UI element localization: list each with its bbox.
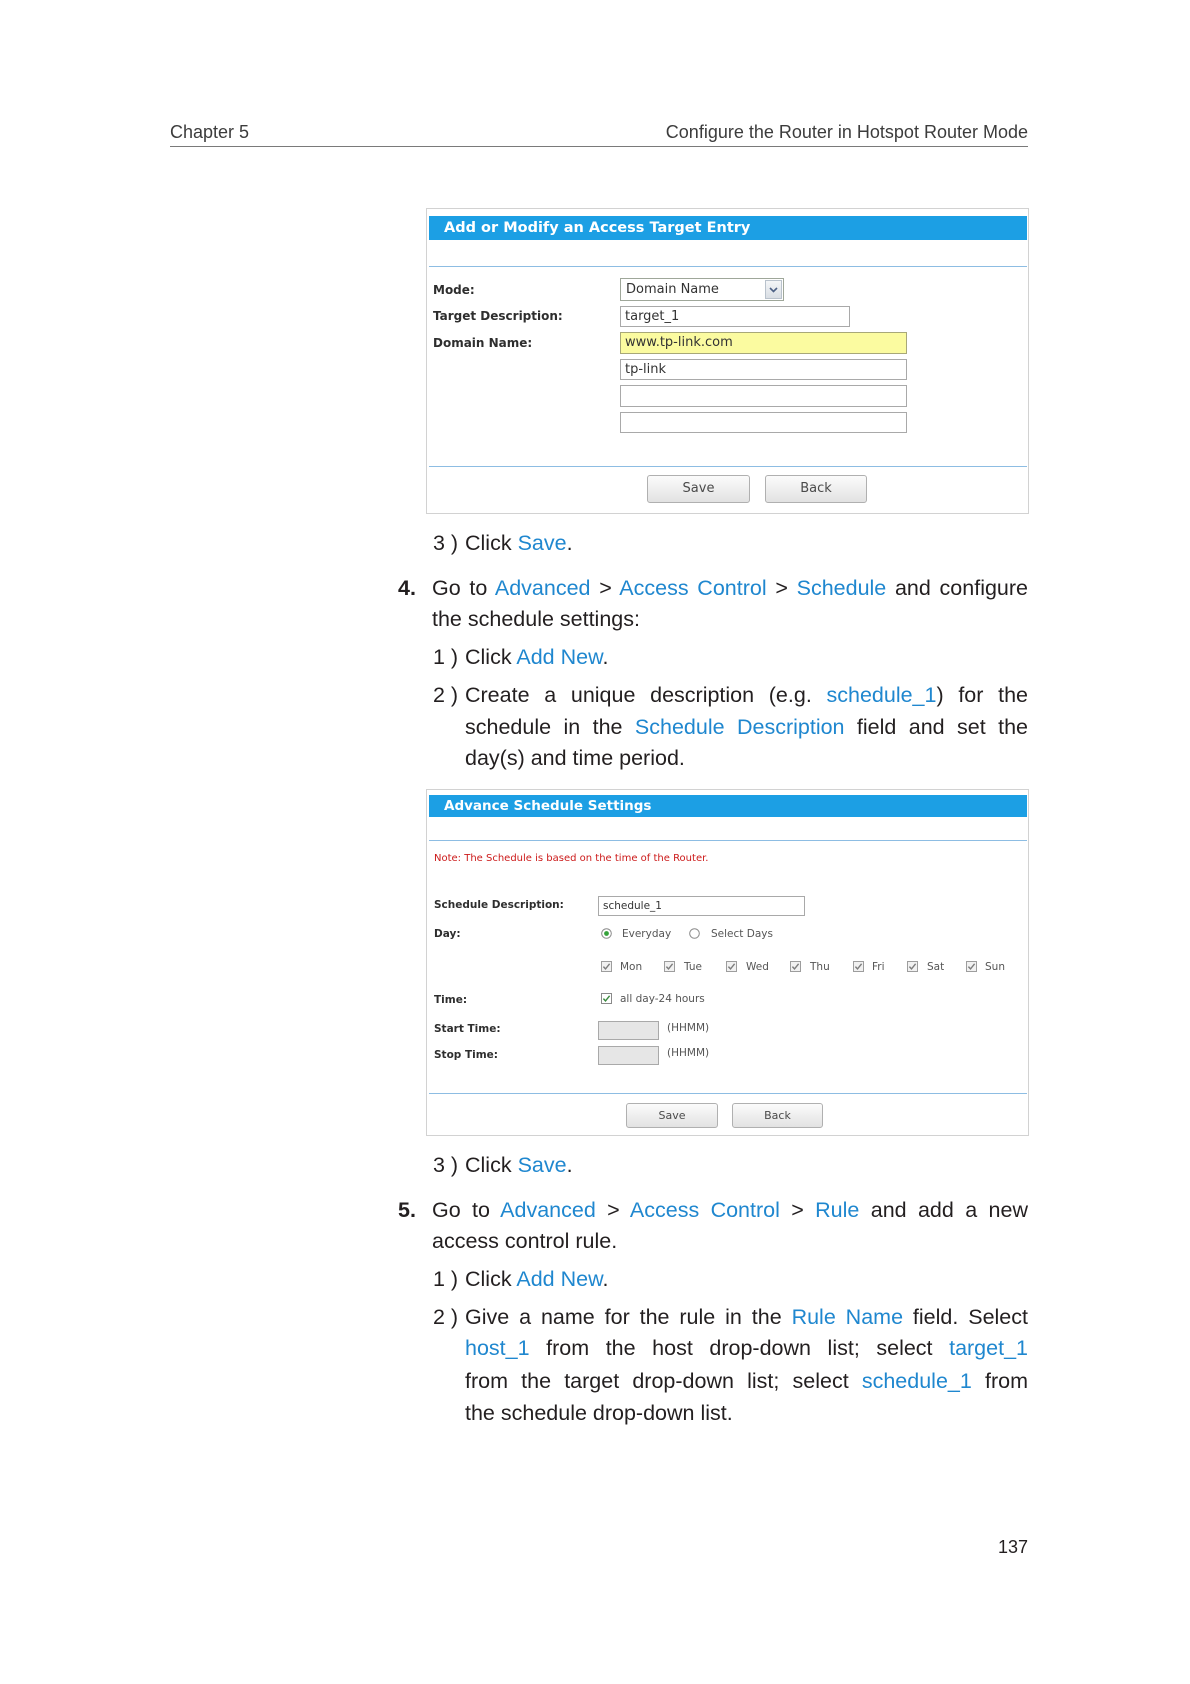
step-text: [465, 1397, 1028, 1429]
day-tue-label: Tue: [684, 961, 702, 973]
panel-title: Add or Modify an Access Target Entry: [429, 216, 1027, 240]
highlighted-term: schedule_1: [826, 683, 937, 707]
step-5-line-1: [0, 1194, 1190, 1226]
mode-label: Mode:: [433, 283, 475, 297]
target-description-label: Target Description:: [433, 309, 563, 323]
target-description-input[interactable]: target_1: [620, 306, 850, 327]
step-3-save-line: [0, 527, 1190, 559]
step-5-substep-2-line-2: [0, 1332, 1190, 1364]
start-time-format-hint: (HHMM): [667, 1022, 710, 1034]
step-text: [465, 679, 1028, 711]
step-text: [432, 1194, 1028, 1226]
highlighted-term: Rule Name: [791, 1305, 904, 1329]
body-text: Go to: [432, 576, 495, 600]
step-4-substep-1: [0, 641, 1190, 673]
step-4-substep-2-line-1: [0, 679, 1190, 711]
step-text: [432, 572, 1028, 604]
step-text: [465, 742, 1028, 774]
highlighted-term: schedule_1: [861, 1369, 972, 1393]
start-time-label: Start Time:: [434, 1023, 501, 1035]
step-text: [465, 527, 1028, 559]
body-text: .: [566, 1153, 573, 1177]
time-label: Time:: [434, 994, 468, 1006]
day-wed-label: Wed: [746, 961, 769, 973]
checkbox-tue[interactable]: [664, 961, 675, 972]
step-number: 4.: [398, 576, 416, 600]
step-text: [465, 641, 1028, 673]
mode-select-value: Domain Name: [626, 282, 719, 297]
panel-title: Advance Schedule Settings: [429, 795, 1027, 817]
all-day-label: all day-24 hours: [620, 993, 705, 1005]
body-text: and configure: [886, 576, 1029, 600]
step-5-substep-2-line-4: [0, 1397, 1190, 1429]
schedule-note: Note: The Schedule is based on the time of the Router.: [434, 853, 709, 864]
body-text: .: [602, 645, 609, 669]
substep-number: 2 ): [433, 683, 459, 707]
step-text: [465, 1365, 1028, 1397]
highlighted-term: target_1: [949, 1336, 1028, 1360]
access-target-entry-panel: [426, 208, 1029, 514]
panel-divider: [429, 466, 1027, 467]
page-number: 137: [997, 1537, 1028, 1557]
body-text: >: [779, 1198, 816, 1222]
advance-schedule-settings-panel: [426, 789, 1029, 1136]
day-fri-label: Fri: [872, 961, 885, 973]
body-text: schedule in the: [465, 715, 635, 739]
step-5-line-2: [0, 1225, 1190, 1257]
body-text: the schedule settings:: [432, 607, 640, 631]
schedule-description-input[interactable]: schedule_1: [598, 896, 805, 916]
step-text: [432, 1225, 1028, 1257]
substep-number: 1 ): [433, 645, 459, 669]
checkbox-thu[interactable]: [790, 961, 801, 972]
highlighted-term: Schedule Description: [634, 715, 845, 739]
back-button[interactable]: Back: [732, 1103, 823, 1128]
body-text: Go to: [432, 1198, 501, 1222]
body-text: Click: [465, 531, 518, 555]
body-text: access control rule.: [432, 1229, 618, 1253]
highlighted-term: Advanced: [494, 576, 591, 600]
body-text: day(s) and time period.: [465, 746, 685, 770]
body-text: .: [602, 1267, 609, 1291]
checkbox-sun[interactable]: [966, 961, 977, 972]
domain-name-input-3[interactable]: [620, 385, 907, 407]
step-4-substep-2-line-3: [0, 742, 1190, 774]
chapter-label: Chapter 5: [170, 122, 250, 142]
body-text: >: [766, 576, 797, 600]
chevron-down-icon[interactable]: [765, 280, 782, 299]
schedule-description-label: Schedule Description:: [434, 899, 564, 911]
step-5-substep-2-line-3: [0, 1365, 1190, 1397]
checkbox-mon[interactable]: [601, 961, 612, 972]
step-5-substep-2-line-1: [0, 1301, 1190, 1333]
checkbox-all-day[interactable]: [601, 993, 612, 1004]
highlighted-term: host_1: [465, 1336, 530, 1360]
chapter-title: Configure the Router in Hotspot Router Mode: [665, 122, 1028, 142]
highlighted-term: Rule: [815, 1198, 860, 1222]
step-5-substep-1: [0, 1263, 1190, 1295]
panel-divider: [429, 1093, 1027, 1094]
day-sun-label: Sun: [985, 961, 1005, 973]
step-text: [465, 711, 1028, 743]
highlighted-term: Save: [517, 1153, 567, 1177]
domain-name-input-1[interactable]: www.tp-link.com: [620, 332, 907, 354]
body-text: ) for the: [936, 683, 1028, 707]
radio-everyday[interactable]: [601, 928, 612, 939]
substep-number: 3 ): [433, 1153, 459, 1177]
body-text: >: [590, 576, 620, 600]
save-button[interactable]: Save: [647, 475, 750, 503]
select-days-option-label: Select Days: [711, 928, 773, 940]
body-text: from the target drop-down list; select: [465, 1369, 862, 1393]
stop-time-input[interactable]: [598, 1046, 659, 1065]
step-4-substep-2-line-2: [0, 711, 1190, 743]
body-text: and add a new: [859, 1198, 1028, 1222]
domain-name-input-4[interactable]: [620, 412, 907, 433]
body-text: the schedule drop-down list.: [465, 1401, 733, 1425]
day-thu-label: Thu: [810, 961, 830, 973]
checkbox-wed[interactable]: [726, 961, 737, 972]
step-4-line-1: [0, 572, 1190, 604]
panel-divider: [429, 266, 1027, 267]
day-mon-label: Mon: [620, 961, 643, 973]
body-text: Click: [465, 1153, 518, 1177]
body-text: .: [566, 531, 573, 555]
step-text: [465, 1263, 1028, 1295]
step-4-substep-3: [0, 1149, 1190, 1181]
step-text: [465, 1149, 1028, 1181]
highlighted-term: Add New: [516, 1267, 603, 1291]
body-text: Create a unique description (e.g.: [465, 683, 827, 707]
highlighted-term: Advanced: [500, 1198, 596, 1222]
step-text: [465, 1301, 1028, 1333]
body-text: field and set the: [844, 715, 1029, 739]
back-button[interactable]: Back: [765, 475, 867, 503]
mode-select[interactable]: [620, 278, 784, 301]
highlighted-term: Schedule: [796, 576, 887, 600]
step-text: [465, 1332, 1028, 1364]
step-number: 5.: [398, 1198, 416, 1222]
highlighted-term: Add New: [516, 645, 603, 669]
body-text: Click: [465, 645, 517, 669]
step-4-line-2: [0, 603, 1190, 635]
highlighted-term: Save: [517, 531, 567, 555]
body-text: from: [971, 1369, 1028, 1393]
everyday-option-label: Everyday: [622, 928, 672, 940]
substep-number: 2 ): [433, 1305, 459, 1329]
day-label: Day:: [434, 928, 461, 940]
domain-name-input-2[interactable]: tp-link: [620, 359, 907, 380]
highlighted-term: Access Control: [619, 576, 767, 600]
substep-number: 3 ): [433, 531, 459, 555]
body-text: Give a name for the rule in the: [465, 1305, 792, 1329]
start-time-input[interactable]: [598, 1021, 659, 1040]
body-text: from the host drop-down list; select: [529, 1336, 950, 1360]
body-text: Click: [465, 1267, 517, 1291]
body-text: field. Select: [903, 1305, 1028, 1329]
domain-name-label: Domain Name:: [433, 336, 533, 350]
header-rule: [170, 146, 1028, 147]
day-sat-label: Sat: [927, 961, 945, 973]
panel-divider: [429, 840, 1027, 841]
checkbox-fri[interactable]: [853, 961, 864, 972]
stop-time-label: Stop Time:: [434, 1049, 498, 1061]
radio-select-days[interactable]: [689, 928, 700, 939]
substep-number: 1 ): [433, 1267, 459, 1291]
checkbox-sat[interactable]: [907, 961, 918, 972]
save-button[interactable]: Save: [626, 1103, 718, 1128]
stop-time-format-hint: (HHMM): [667, 1047, 710, 1059]
step-text: [432, 603, 1028, 635]
body-text: >: [595, 1198, 630, 1222]
highlighted-term: Access Control: [629, 1198, 780, 1222]
